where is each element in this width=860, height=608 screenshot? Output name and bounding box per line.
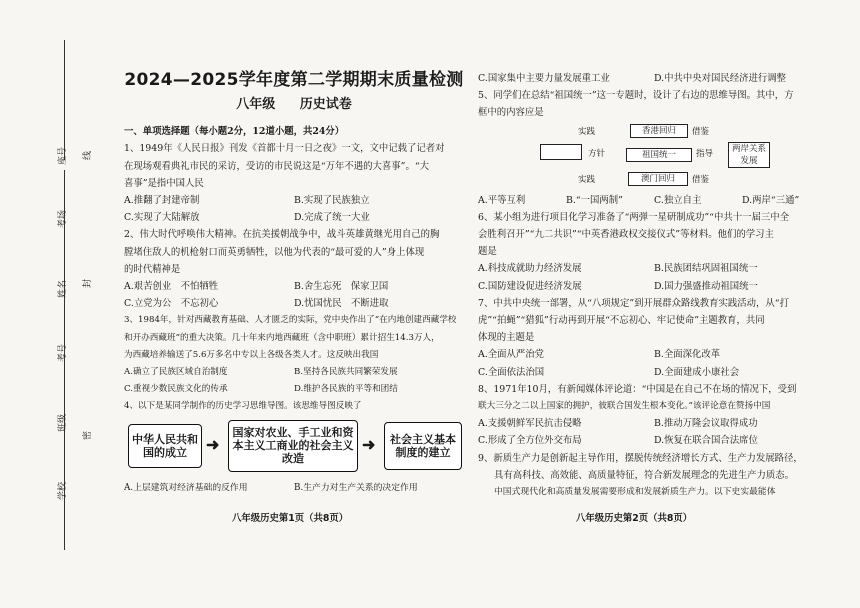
option-a: A.确立了民族区域自治制度: [124, 367, 228, 378]
options: [478, 432, 830, 449]
class-label: 班级: [58, 413, 68, 432]
question-stem-line: 在现场观看典礼市民的采访，受访的市民说这是“万年不遇的大喜事”。“大: [124, 160, 430, 172]
question-stem-line: 会胜利召开”“九二共识”“中英香港政权交接仪式”等材料。他们的学习主: [478, 229, 774, 241]
option-b: B.民族团结巩固祖国统一: [654, 263, 758, 275]
options: [124, 364, 464, 381]
mind-map: [478, 124, 830, 190]
map-center-node: 祖国统一: [626, 148, 692, 162]
question-3: [124, 312, 464, 398]
exam-subtitle: [124, 96, 464, 113]
option-b: B.实现了民族独立: [294, 195, 370, 207]
arrow-right-icon: ➜: [206, 434, 220, 454]
option-a: A.科技成就助力经济发展: [478, 263, 582, 275]
school-label: 学校: [58, 481, 68, 500]
options: [478, 346, 830, 363]
question-stem-line: 的时代精神是: [124, 263, 181, 275]
flow-box-system: 社会主义基本制度的建立: [384, 422, 462, 470]
seal-secret-char: 密: [83, 430, 93, 440]
map-top-node: 香港回归: [630, 124, 688, 138]
option-c: C.全面依法治国: [478, 366, 545, 378]
blank-box: [540, 144, 582, 160]
flow-box-transformation: 国家对农业、手工业和资本主义工商业的社会主义改造: [228, 420, 358, 472]
page-1: [124, 60, 464, 497]
options: [124, 295, 464, 312]
question-stem-line: 1、1949年《人民日报》刊发《首都十月一日之夜》一文，文中记载了记者对: [124, 143, 445, 155]
option-d: D.国力强盛推动祖国统一: [654, 280, 758, 292]
options: [124, 381, 464, 398]
option-c: C.实现了大陆解放: [124, 212, 200, 224]
question-stem-line: 为西藏培养输送了5.6万多名中专以上各级各类人才。这反映出我国: [124, 349, 379, 360]
map-label: 实践: [578, 174, 596, 185]
option-b: B.“一国两制”: [566, 194, 623, 206]
option-a: A.全面从严治党: [478, 349, 545, 361]
option-b: B.坚持各民族共同繁荣发展: [294, 367, 398, 378]
question-stem-line: 7、中共中央统一部署，从“八项规定”到开展群众路线教育实践活动，从“打: [478, 297, 789, 309]
map-label: 方针: [588, 148, 606, 159]
option-d: D.两岸“三通”: [742, 194, 800, 206]
option-d: D.维护各民族的平等和团结: [294, 384, 398, 395]
option-b: B.舍生忘死 保家卫国: [294, 281, 389, 293]
exam-number-label: 考号: [58, 343, 68, 362]
map-right-node: 两岸关系发展: [728, 142, 770, 168]
options: [478, 278, 830, 295]
option-a: A.艰苦创业 不怕牺牲: [124, 281, 219, 293]
options: [478, 192, 830, 209]
question-stem-line: 9、新质生产力是创新起主导作用，摆脱传统经济增长方式、生产力发展路径，: [478, 452, 803, 464]
seal-line-char: 线: [83, 150, 93, 160]
option-d: D.恢复在联合国合法席位: [654, 435, 758, 447]
map-label: 实践: [578, 126, 596, 137]
question-stem-line: 题是: [478, 246, 497, 258]
page-footer: 八年级历史第2页（共8页）: [576, 513, 693, 524]
question-7: [478, 295, 830, 381]
option-c: C.国防建设促进经济发展: [478, 280, 582, 292]
map-label: 指导: [696, 148, 714, 159]
page-footer: 八年级历史第1页（共8页）: [232, 513, 349, 524]
option-c: C.立党为公 不忘初心: [124, 298, 219, 310]
option-b: B.推动万隆会议取得成功: [654, 418, 758, 430]
question-stem-line: 和开办西藏班”的重大决策。几十年来内地西藏班（含中职班）累计招生14.3万人，: [124, 332, 440, 343]
question-stem-line: 框中的内容应是: [478, 107, 544, 119]
section-heading: 一、单项选择题（每小题2分，12道小题，共24分）: [124, 126, 345, 138]
option-c: C.形成了全方位外交布局: [478, 435, 582, 447]
question-1: [124, 140, 464, 226]
option-b: B.生产力对生产关系的决定作用: [294, 482, 418, 493]
question-stem-line: 联大三分之二以上国家的拥护，彼联合国发生根本变化。”该评论意在赞扬中国: [478, 401, 771, 412]
question-9: [478, 450, 830, 502]
options: [478, 364, 830, 381]
options: [478, 260, 830, 277]
options: [478, 415, 830, 432]
question-stem-line: 6、某小组为进行项目化学习准备了“两弹一星研制成功”“中共十一届三中全: [478, 211, 789, 223]
flow-box-founding: 中华人民共和国的成立: [128, 424, 202, 468]
question-stem-line: 膛堵住敌人的机枪射口而英勇牺牲，以他为代表的“最可爱的人”身上体现: [124, 246, 425, 258]
option-a: A.平等互利: [478, 194, 526, 206]
options: [478, 70, 830, 87]
question-4: [124, 398, 464, 496]
question-stem-line: 5、同学们在总结“祖国统一”这一专题时，设计了右边的思维导图。其中，方: [478, 90, 794, 102]
option-d: D.忧国忧民 不断进取: [294, 298, 389, 310]
exam-title: 2024—2025学年度第二学期期末质量检测: [124, 70, 464, 90]
option-c: C.重视少数民族文化的传承: [124, 384, 228, 395]
option-a: A.上层建筑对经济基础的反作用: [124, 482, 248, 493]
option-a: A.推翻了封建帝制: [124, 195, 200, 207]
question-stem-line: 3、1984年，针对西藏教育基础、人才匮乏的实际，党中央作出了“在内地创建西藏学校: [124, 315, 457, 326]
map-bottom-node: 澳门回归: [628, 172, 688, 186]
option-a: A.支援朝鲜军民抗击侵略: [478, 418, 582, 430]
binding-margin: [0, 0, 110, 608]
arrow-right-icon: ➜: [362, 434, 376, 454]
question-stem-line: 2、伟大时代呼唤伟大精神。在抗美援朝战争中，战斗英雄黄继光用自己的胸: [124, 229, 440, 241]
option-d: D.完成了统一大业: [294, 212, 370, 224]
options: [124, 209, 464, 226]
exam-room-label: 考场: [58, 209, 68, 228]
options: [124, 278, 464, 295]
grade: 八年级: [236, 97, 276, 112]
question-6: [478, 209, 830, 295]
options: [124, 480, 464, 497]
option-c: C.国家集中主要力量发展重工业: [478, 73, 610, 84]
option-c: C.独立自主: [654, 194, 702, 206]
map-label: 借鉴: [692, 174, 710, 185]
seal-seal-char: 封: [83, 278, 93, 288]
question-5: [478, 87, 830, 209]
option-d: D.全面建成小康社会: [654, 366, 740, 378]
map-label: 借鉴: [692, 126, 710, 137]
question-stem-line: 喜事”是指中国人民: [124, 177, 204, 189]
question-stem-line: 体现的主题是: [478, 332, 535, 344]
question-stem-line: 中国式现代化和高质量发展需要形成和发展新质生产力。以下史实最能体: [494, 487, 776, 498]
question-2: [124, 226, 464, 312]
option-d: D.中共中央对国民经济进行调整: [654, 73, 787, 84]
seat-label: 座号: [58, 146, 68, 165]
options: [124, 192, 464, 209]
question-8: [478, 381, 830, 450]
binding-line: [64, 40, 65, 160]
page-2: [478, 70, 830, 501]
subject: 历史试卷: [299, 97, 352, 112]
question-stem-line: 虎”“拍蝇”“猎狐”行动再到开展“不忘初心、牢记使命”主题教育，共同: [478, 315, 765, 327]
question-stem-line: 8、1971年10月，有新闻媒体评论道：“中国是在自己不在场的情况下，受到: [478, 383, 797, 395]
flow-diagram: [128, 420, 464, 476]
option-b: B.全面深化改革: [654, 349, 721, 361]
question-stem-line: 具有高科技、高效能、高质量特征，符合新发展理念的先进生产力质态。: [494, 469, 795, 481]
question-stem-line: 4、以下是某同学制作的历史学习思维导图。该思维导图反映了: [124, 401, 362, 412]
name-label: 姓名: [58, 279, 68, 298]
